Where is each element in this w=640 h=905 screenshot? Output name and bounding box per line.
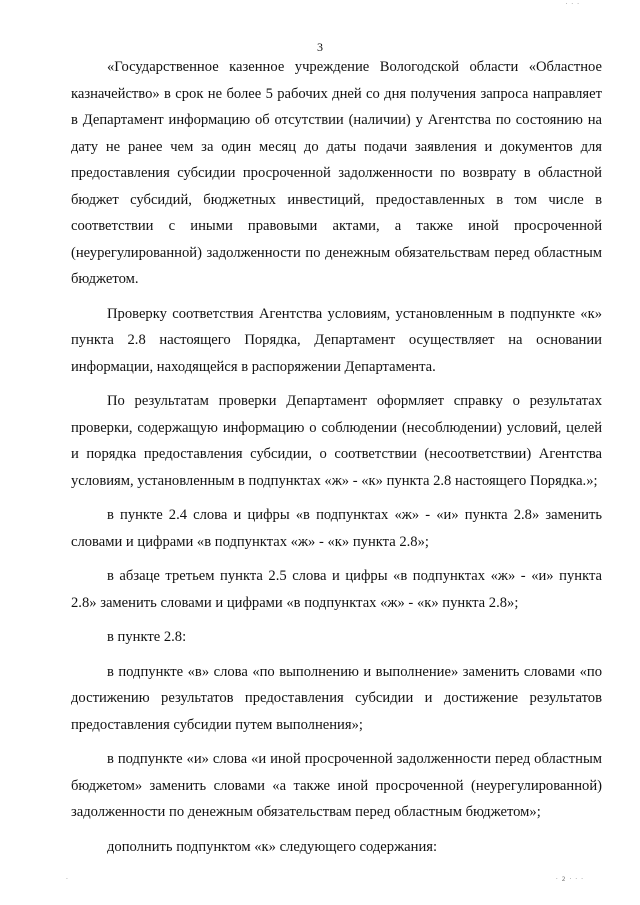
scan-artifact-bottom-left: · bbox=[66, 876, 69, 883]
paragraph-item-2-4: в пункте 2.4 слова и цифры «в подпунктах «ж» - «и» пункта 2.8» заменить словами и цифрами «в подпунктах «ж» - «к» пункта 2.8»; bbox=[71, 507, 602, 550]
scan-artifact-top: · · · bbox=[565, 1, 580, 8]
paragraph-treasury-request: «Государственное казенное учреждение Вологодской области «Областное казначейство» в срок не более 5 рабочих дней со дня получения запроса направляет в Департамент информацию об отсутствии (наличии) у Агентства по состоянию на дату не ранее чем за один месяц до даты подачи заявления и документов для предоставления субсидии просроченной задолженности по возврату в областной бюджет субсидий, бюджетных инвестиций, предоставленных в том числе в соответствии с иными правовыми актами, а также иной просроченной (неурегулированной) задолженности по денежным обязательствам перед областным бюджетом. bbox=[71, 59, 602, 287]
paragraph-add-subitem-k: дополнить подпунктом «к» следующего содержания: bbox=[107, 838, 438, 855]
scan-artifact-bottom-right: · 2 · · · bbox=[555, 876, 584, 883]
paragraph-subitem-i: в подпункте «и» слова «и иной просроченной задолженности перед областным бюджетом» заменить словами «а также иной просроченной (неурегулированной) задолженности по денежным обязательствам перед областным бюджетом»; bbox=[71, 751, 602, 820]
paragraph-item-2-5: в абзаце третьем пункта 2.5 слова и цифры «в подпунктах «ж» - «и» пункта 2.8» заменить словами и цифрами «в подпунктах «ж» - «к» пункта 2.8»; bbox=[71, 568, 602, 611]
page-number: 3 bbox=[317, 40, 323, 54]
document-body bbox=[71, 54, 602, 868]
paragraph-compliance-check: Проверку соответствия Агентства условиям, установленным в подпункте «к» пункта 2.8 настоящего Порядка, Департамент осуществляет на основании информации, находящейся в распоряжении Департамента. bbox=[71, 305, 602, 375]
paragraph-check-results: По результатам проверки Департамент оформляет справку о результатах проверки, содержащую информацию о соблюдении (несоблюдении) условий, целей и порядка предоставления субсидии, о соответствии (несоответствии) Агентства условиям, установленным в подпунктах «ж» - «к» пункта 2.8 настоящего Порядка.»; bbox=[71, 393, 602, 489]
paragraph-item-2-8: в пункте 2.8: bbox=[107, 629, 187, 645]
paragraph-subitem-v: в подпункте «в» слова «по выполнению и выполнение» заменить словами «по достижению результатов предоставления субсидии и достижение результатов предоставления субсидии путем выполнения»; bbox=[71, 663, 602, 733]
